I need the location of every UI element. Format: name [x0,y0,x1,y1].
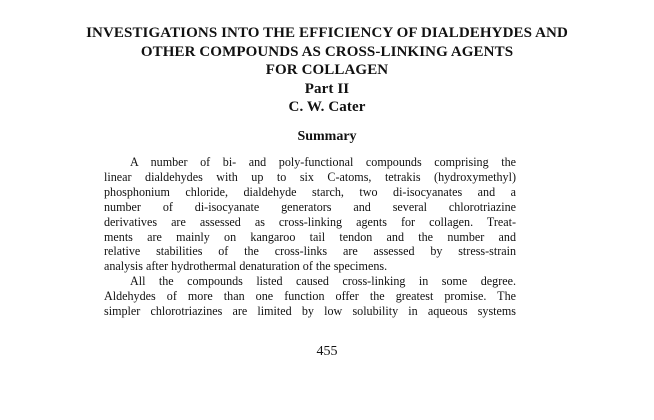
summary-line: relative stabilities of the cross-links are assessed by stress-strain [104,244,516,259]
summary-line: number of di-isocyanate generators and several chlorotriazine [104,199,516,214]
title-line-3: FOR COLLAGEN [265,62,389,78]
summary-line: simpler chlorotriazines are limited by low solubility in aqueous systems [104,304,516,319]
page-number: 455 [316,344,338,359]
summary-line: analysis after hydrothermal denaturation of the specimens. [104,259,388,274]
title-line-2: OTHER COMPOUNDS AS CROSS-LINKING AGENTS [140,43,514,60]
summary-line: A number of bi- and poly-functional compounds comprising the [130,155,516,169]
part-label: Part II [304,80,350,97]
summary-line: ments are mainly on kangaroo tail tendon and the number and [104,229,516,244]
summary-line: phosphonium chloride, dialdehyde starch, two di-isocyanates and a [104,184,516,199]
title-line-1: INVESTIGATIONS INTO THE EFFICIENCY OF DIALDEHYDES AND [86,25,568,41]
summary-body [104,155,516,319]
summary-line: All the compounds listed caused cross-linking in some degree. [130,274,516,289]
summary-line: derivatives are assessed as cross-linking agents for collagen. Treat- [104,214,516,229]
author-name: C. W. Cater [288,99,366,115]
summary-heading: Summary [297,129,357,144]
summary-line: Aldehydes of more than one function offer the greatest promise. The [104,289,516,304]
article-title [0,24,654,117]
summary-line: linear dialdehydes with up to six C-atoms, tetrakis (hydroxymethyl) [104,169,516,184]
